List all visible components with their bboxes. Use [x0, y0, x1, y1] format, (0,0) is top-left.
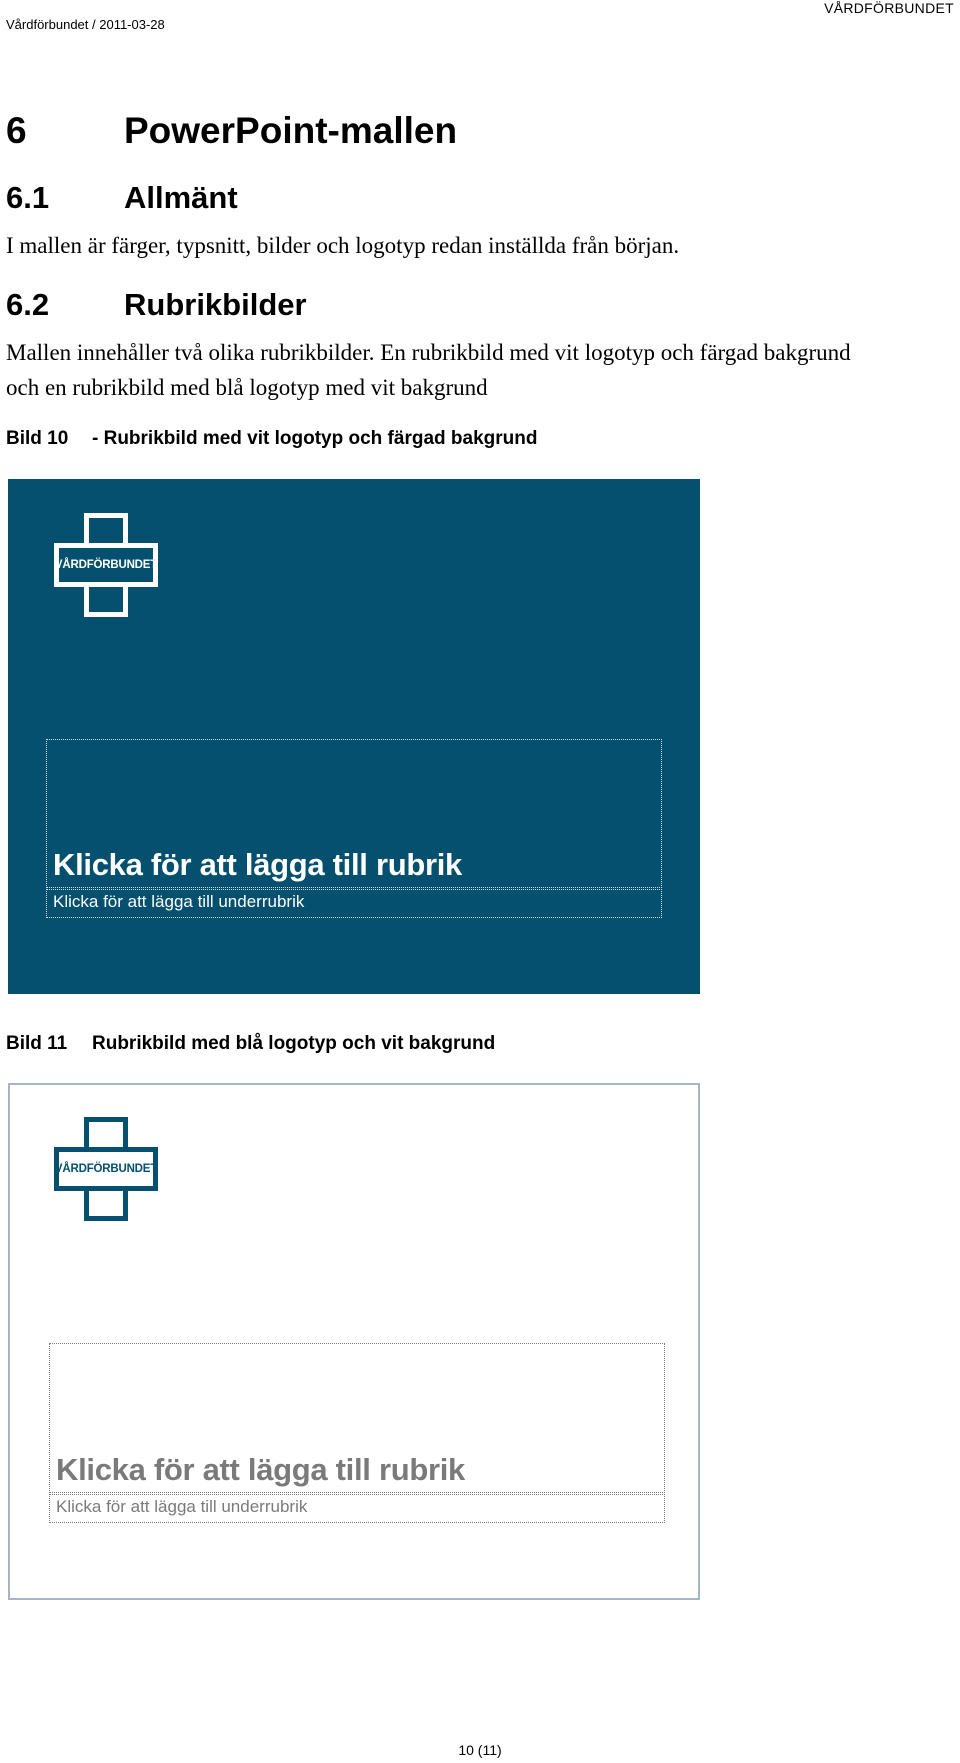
- figure-1-caption: [6, 428, 537, 450]
- title-placeholder: Klicka för att lägga till rubrik: [56, 1452, 465, 1487]
- logo-text: VÅRDFÖRBUNDET: [54, 559, 158, 571]
- section-title: PowerPoint-mallen: [124, 110, 458, 151]
- figure-2-caption: [6, 1033, 495, 1055]
- title-placeholder-box: [46, 739, 662, 888]
- subsection-2-title: Rubrikbilder: [124, 287, 307, 322]
- title-slide-blue-preview: [8, 479, 700, 994]
- section-heading: [6, 110, 457, 152]
- figure-1-caption-text: - Rubrikbild med vit logotyp och färgad bakgrund: [92, 428, 538, 449]
- subsection-1-text: I mallen är färger, typsnitt, bilder och logotyp redan inställda från början.: [6, 233, 680, 258]
- subtitle-placeholder: Klicka för att lägga till underrubrik: [56, 1497, 308, 1516]
- header-right-text: VÅRDFÖRBUNDET: [824, 0, 954, 16]
- title-placeholder: Klicka för att lägga till rubrik: [53, 847, 462, 882]
- subsection-1-title: Allmänt: [124, 180, 238, 215]
- subsection-2-text: Mallen innehåller två olika rubrikbilder. En rubrikbild med vit logotyp och färgad bakgrund och en rubrikbild med blå logotyp med vit bakgrund: [6, 340, 851, 400]
- logo-text: VÅRDFÖRBUNDET: [54, 1163, 158, 1175]
- figure-2-label: Bild 11: [6, 1033, 68, 1054]
- subsection-heading-1: [6, 180, 238, 216]
- header-left-text: Vårdförbundet / 2011-03-28: [6, 17, 165, 32]
- subsection-heading-2: [6, 287, 307, 323]
- vardforbundet-logo-white: [54, 513, 158, 617]
- subtitle-placeholder-box: [46, 889, 662, 918]
- subsection-1-number: 6.1: [6, 180, 50, 215]
- subtitle-placeholder: Klicka för att lägga till underrubrik: [53, 892, 305, 911]
- vardforbundet-logo-blue: [54, 1117, 158, 1221]
- subsection-2-number: 6.2: [6, 287, 50, 322]
- title-placeholder-box: [49, 1343, 665, 1493]
- title-slide-white-preview: [8, 1083, 700, 1600]
- figure-2-caption-text: Rubrikbild med blå logotyp och vit bakgrund: [92, 1033, 496, 1054]
- page-number: 10 (11): [458, 1742, 502, 1758]
- section-number: 6: [6, 110, 27, 151]
- figure-1-label: Bild 10: [6, 428, 69, 449]
- subtitle-placeholder-box: [49, 1494, 665, 1523]
